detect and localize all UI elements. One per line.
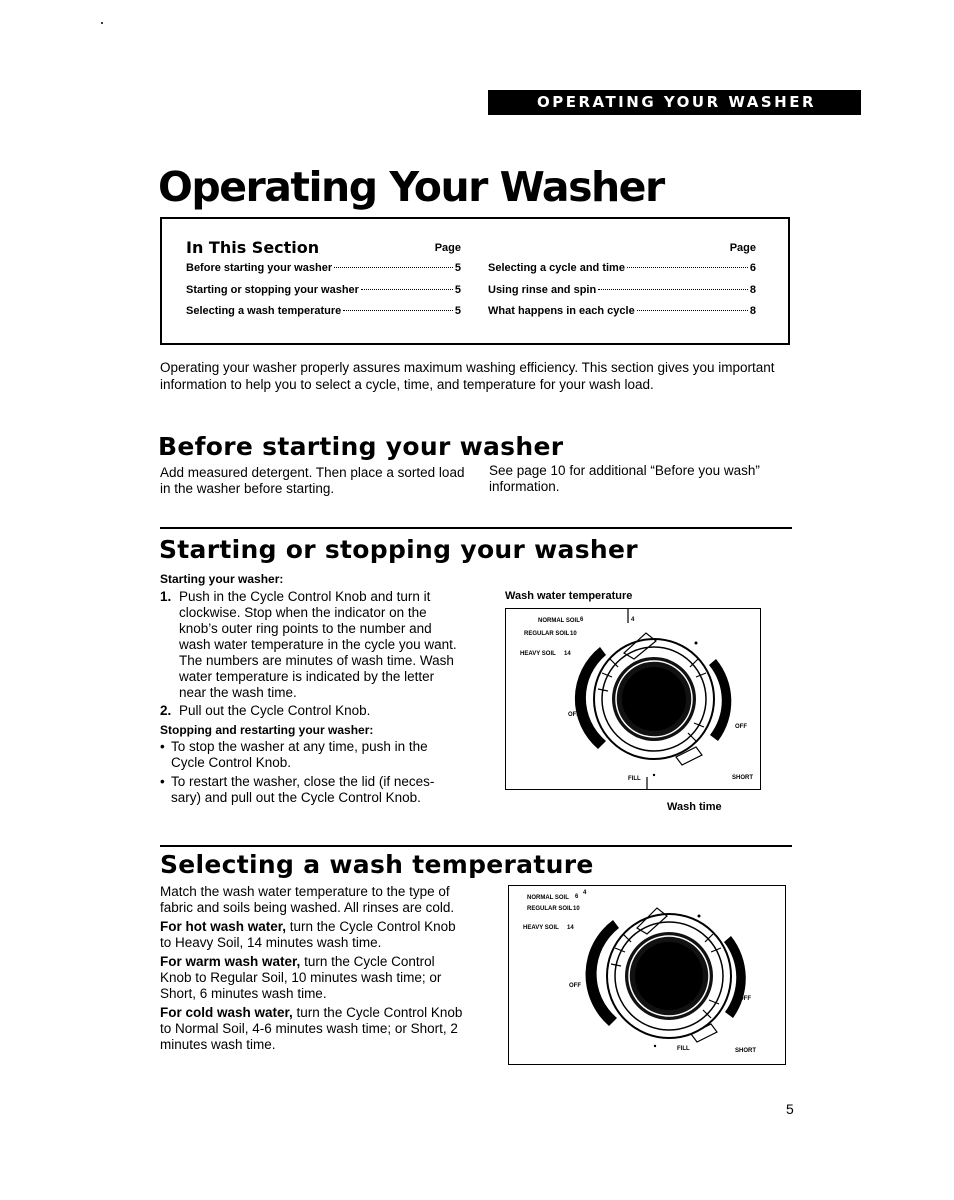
toc-item[interactable]: Selecting a wash temperature 5: [186, 305, 461, 317]
bullet-item: • To restart the washer, close the lid (if neces-sary) and pull out the Cycle Control Knob.: [160, 774, 460, 806]
label-fill: FILL: [677, 1046, 690, 1052]
label-6: 6: [580, 617, 584, 623]
toc-page-label: Page: [434, 242, 461, 254]
section-title-starting-stopping: Starting or stopping your washer: [159, 535, 638, 564]
label-14: 14: [564, 651, 571, 657]
label-14: 14: [567, 925, 574, 931]
label-short: SHORT: [735, 1048, 756, 1054]
label-regular-soil: REGULAR SOIL: [527, 906, 573, 912]
label-4: 4: [583, 890, 587, 896]
label-10: 10: [573, 906, 580, 912]
page-number: 5: [786, 1101, 794, 1117]
subheading-starting: Starting your washer:: [160, 572, 284, 586]
before-left-text: Add measured detergent. Then place a sorted load in the washer before starting.: [160, 465, 465, 496]
toc-heading: In This Section: [186, 238, 320, 257]
step-item: 1. Push in the Cycle Control Knob and turn it clockwise. Stop when the indicator on the knob’s outer ring points to the number and wash water temperature in the cycle you want. The numbers are minutes of wash time. Wash water temperature is indicated by the letter near the wash time.: [160, 589, 457, 700]
label-heavy-soil: HEAVY SOIL: [520, 651, 556, 657]
toc-item[interactable]: Selecting a cycle and time 6: [488, 262, 756, 274]
temperature-warm: For warm wash water, turn the Cycle Control Knob to Regular Soil, 10 minutes wash time; or Short, 6 minutes wash time.: [160, 954, 442, 1001]
bullet-item: • To stop the washer at any time, push in the Cycle Control Knob.: [160, 739, 460, 771]
label-off-right: OFF: [739, 996, 751, 1002]
label-4: 4: [631, 617, 635, 623]
label-heavy-soil: HEAVY SOIL: [523, 925, 559, 931]
label-off-left: OFF: [568, 712, 580, 718]
label-off-left: OFF: [569, 983, 581, 989]
section-divider: [160, 845, 792, 847]
stopping-bullets: [160, 739, 460, 806]
temperature-hot: For hot wash water, turn the Cycle Control Knob to Heavy Soil, 14 minutes wash time.: [160, 919, 456, 950]
label-regular-soil: REGULAR SOIL: [524, 631, 570, 637]
temperature-cold: For cold wash water, turn the Cycle Control Knob to Normal Soil, 4-6 minutes wash time; or Short, 2 minutes wash time.: [160, 1005, 463, 1052]
toc-item[interactable]: Before starting your washer 5: [186, 262, 461, 274]
cycle-knob-diagram: [505, 608, 761, 790]
stray-mark: [101, 22, 103, 24]
section-title-before-starting: Before starting your washer: [158, 432, 564, 461]
temperature-knob-diagram: [508, 885, 786, 1065]
toc-item[interactable]: Starting or stopping your washer 5: [186, 283, 461, 296]
page-title: Operating Your Washer: [158, 163, 664, 211]
temperature-instructions: [160, 884, 465, 1053]
toc-item[interactable]: What happens in each cycle 8: [488, 305, 756, 317]
starting-instructions: [160, 571, 460, 809]
toc-right-column: [488, 242, 756, 323]
section-divider: [160, 527, 792, 529]
starting-steps: [160, 589, 460, 719]
subheading-stopping: Stopping and restarting your washer:: [160, 723, 374, 737]
step-item: 2. Pull out the Cycle Control Knob.: [160, 703, 371, 718]
before-right-text: See page 10 for additional “Before you wash” information.: [489, 463, 760, 494]
temperature-intro: Match the wash water temperature to the type of fabric and soils being washed. All rinses are cold.: [160, 884, 455, 915]
intro-paragraph: Operating your washer properly assures maximum washing efficiency. This section gives you important information to help you to select a cycle, time, and temperature for your wash load.: [160, 360, 775, 392]
toc-page-label: Page: [729, 242, 756, 254]
label-normal-soil: NORMAL SOIL: [527, 895, 569, 901]
label-fill: FILL: [628, 776, 641, 782]
section-header-band: OPERATING YOUR WASHER: [488, 90, 861, 115]
label-6: 6: [575, 894, 579, 900]
knob-graphic: [509, 886, 786, 1065]
label-wash-time: Wash time: [667, 801, 722, 813]
toc-item[interactable]: Using rinse and spin 8: [488, 283, 756, 296]
toc-left-column: [186, 242, 461, 323]
label-10: 10: [570, 631, 577, 637]
label-short: SHORT: [732, 775, 753, 781]
toc-box: [160, 217, 790, 345]
label-wash-water-temperature: Wash water temperature: [505, 590, 633, 602]
label-off-right: OFF: [735, 724, 747, 730]
section-title-wash-temperature: Selecting a wash temperature: [160, 850, 594, 879]
label-normal-soil: NORMAL SOIL: [538, 618, 580, 624]
